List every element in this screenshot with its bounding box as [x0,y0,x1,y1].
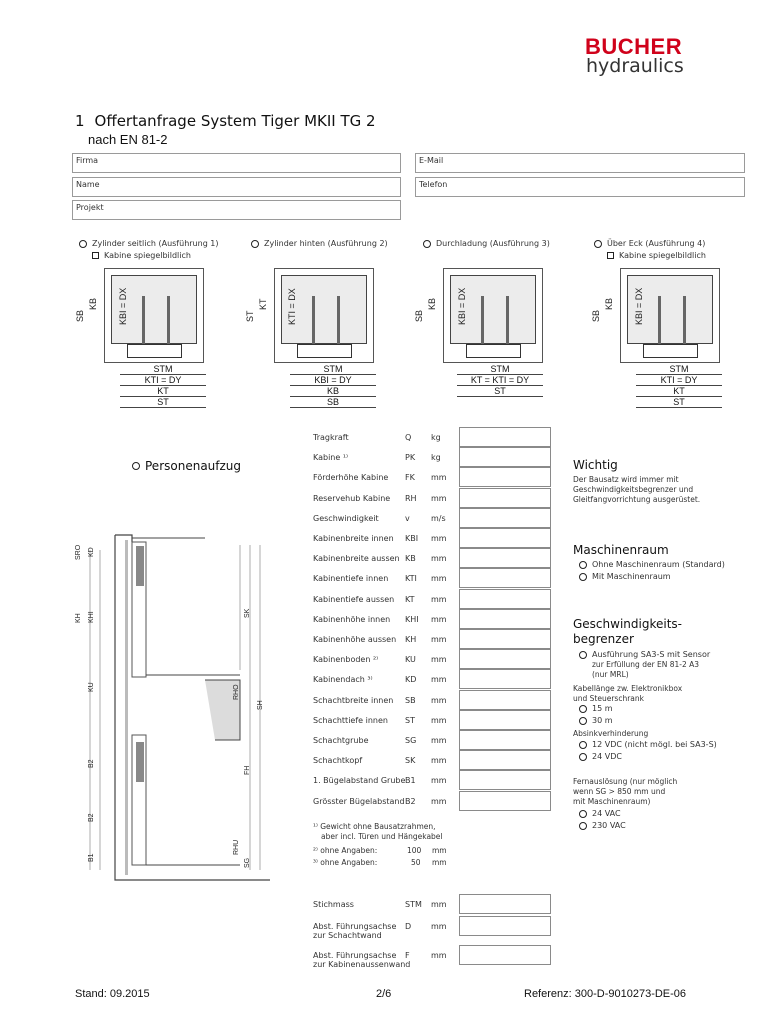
param-unit: mm [431,695,447,705]
sa3s-text-2: zur Erfüllung der EN 81-2 A3 [592,660,700,669]
param-symbol: KT [405,594,415,604]
fern-text-1: Fernauslösung (nur möglich [573,777,678,786]
diagram-2-kt: KT [258,298,268,310]
12vdc-option[interactable]: 12 VDC (nicht mögl. bei SA3-S) [579,740,717,749]
radio-icon [579,561,587,569]
param-input[interactable] [459,669,551,689]
param-input[interactable] [459,750,551,770]
param-unit: kg [431,453,441,463]
brand-sub: hydraulics [586,55,684,77]
telefon-field[interactable]: Telefon [415,177,745,197]
param-input[interactable] [459,488,551,508]
footnote-2-unit: mm [432,846,447,855]
24vdc-option[interactable]: 24 VDC [579,752,622,761]
param-label: Grösster Bügelabstand [313,796,405,806]
footnote-3: ³⁾ ohne Angaben: [313,858,378,867]
param-unit: mm [431,534,447,543]
personenaufzug-option[interactable]: Personenaufzug [132,459,241,473]
param-input[interactable] [459,710,551,730]
param-label: Kabinenbreite innen [313,534,394,543]
radio-icon [79,240,87,248]
diagram-1-dims: STM KTI = DY KT ST [120,364,206,408]
param-input[interactable] [459,690,551,710]
param-input[interactable] [459,609,551,629]
shaft-label-fh: FH [244,765,251,775]
param-input[interactable] [459,589,551,609]
param-unit: mm [431,715,447,725]
param-unit: mm [431,756,447,766]
footnote-3-unit: mm [432,858,447,867]
variant-4-option[interactable]: Über Eck (Ausführung 4) [594,239,705,248]
param-unit: mm [431,776,447,786]
variant-4-mirror-option[interactable]: Kabine spiegelbildlich [607,251,706,260]
sa3s-option[interactable]: Ausführung SA3-S mit Sensor [579,650,710,659]
maschinenraum-title: Maschinenraum [573,543,669,557]
param-symbol: B1 [405,776,416,786]
param-unit: mm [431,736,447,745]
radio-icon [579,810,587,818]
param-label: Schachtgrube [313,736,369,745]
diagram-3-sb: SB [414,309,424,322]
name-field[interactable]: Name [72,177,401,197]
param-unit: mm [431,675,447,685]
shaft-label-b2a: B2 [88,759,95,768]
param-input[interactable] [459,791,551,811]
24vac-option[interactable]: 24 VAC [579,809,621,818]
param-unit: m/s [431,513,446,523]
begrenzer-title-1: Geschwindigkeits- [573,617,682,631]
param-input[interactable] [459,730,551,750]
page-title: 1 Offertanfrage System Tiger MKII TG 2 [75,112,376,130]
param-label: 1. Bügelabstand Grube [313,776,406,786]
diagram-2-st: ST [245,310,255,322]
radio-icon [251,240,259,248]
param-symbol: KB [405,554,416,564]
radio-icon [594,240,602,248]
footer-page: 2/6 [376,988,392,1000]
param-unit: mm [431,493,447,503]
param-unit: mm [431,574,447,584]
diagram-1-kb: KB [88,297,98,310]
param-unit: mm [431,473,447,483]
shaft-section-drawing [70,530,270,890]
param-label: Reservehub Kabine [313,493,391,503]
radio-icon [579,573,587,581]
param-symbol: SK [405,756,416,766]
param-label: Kabinentiefe aussen [313,594,395,604]
radio-icon [579,741,587,749]
radio-icon [579,651,587,659]
diagram-4-kb: KB [604,297,614,310]
param-label: Kabinenboden ²⁾ [313,655,379,665]
param-symbol: KTI [405,574,417,584]
fern-text-2: wenn SG > 850 mm und [573,787,666,796]
param-symbol: SB [405,695,416,705]
sa3s-text-3: (nur MRL) [592,670,629,679]
variant-2-option[interactable]: Zylinder hinten (Ausführung 2) [251,239,388,248]
projekt-field[interactable]: Projekt [72,200,401,220]
footnote-3-value: 50 [411,858,421,867]
radio-icon [579,822,587,830]
shaft-label-rhu: RHU [233,839,240,855]
param-label: Kabinenhöhe innen [313,614,391,624]
absink-text: Absinkverhinderung [573,729,649,738]
param-label: Kabinenbreite aussen [313,554,400,564]
variant-1-mirror-option[interactable]: Kabine spiegelbildlich [92,251,191,260]
kabel-15m-option[interactable]: 15 m [579,704,613,713]
param-unit: mm [431,796,447,806]
param-label: Schachttiefe innen [313,715,388,725]
shaft-label-sh: SH [257,700,264,710]
param-input[interactable] [459,528,551,548]
param-input[interactable] [459,467,551,487]
abst-d-input[interactable] [459,916,551,936]
param-input[interactable] [459,770,551,790]
param-symbol: v [405,513,410,523]
diagram-4-kbi: KBI = DX [634,287,644,325]
230vac-option[interactable]: 230 VAC [579,821,626,830]
footer-ref: Referenz: 300-D-9010273-DE-06 [524,988,687,1000]
param-symbol: FK [405,473,415,483]
param-input[interactable] [459,649,551,669]
shaft-label-rho: RHO [233,684,240,700]
footnote-2: ²⁾ ohne Angaben: [313,846,378,855]
param-input[interactable] [459,508,551,528]
kabel-text-2: und Steuerschrank [573,694,644,703]
shaft-label-sro: SRO [75,544,82,560]
variant-3-option[interactable]: Durchladung (Ausführung 3) [423,239,550,248]
wichtig-text-2: Geschwindigkeitsbegrenzer und [573,485,694,494]
begrenzer-title-2: begrenzer [573,632,634,646]
param-symbol: Q [405,433,412,442]
shaft-label-kh: KH [75,613,82,623]
param-label: Tragkraft [313,433,349,442]
kabel-30m-option[interactable]: 30 m [579,716,613,725]
shaft-label-sk: SK [244,608,251,618]
footnote-1b: aber incl. Türen und Hängekabel [321,832,443,841]
footnote-2-value: 100 [407,846,422,855]
stichmass-input[interactable] [459,894,551,914]
email-field[interactable]: E-Mail [415,153,745,173]
param-label: Kabinendach ³⁾ [313,675,373,685]
param-input[interactable] [459,427,551,447]
kabel-text-1: Kabellänge zw. Elektronikbox [573,684,683,693]
diagram-2-kti: KTI = DX [287,288,297,325]
param-label: Kabine ¹⁾ [313,453,349,463]
brand-logo: BUCHER [585,34,683,59]
fern-text-3: mit Maschinenraum) [573,797,651,806]
param-symbol: KBI [405,534,419,543]
param-unit: mm [431,554,447,564]
mit-maschinenraum-option[interactable]: Mit Maschinenraum [579,572,671,581]
page-subtitle: nach EN 81-2 [88,132,168,147]
radio-icon [579,753,587,761]
param-symbol: PK [405,453,416,463]
footnote-1: ¹⁾ Gewicht ohne Bausatzrahmen, [313,822,436,831]
param-unit: mm [431,655,447,665]
shaft-label-kd: KD [88,547,95,557]
param-input[interactable] [459,548,551,568]
param-input[interactable] [459,568,551,588]
diagram-4-sb: SB [591,309,601,322]
abst-f-input[interactable] [459,945,551,965]
param-unit: kg [431,433,441,442]
diagram-2-dims: STM KBI = DY KB SB [290,364,376,408]
diagram-1-sb: SB [75,309,85,322]
ohne-maschinenraum-option[interactable]: Ohne Maschinenraum (Standard) [579,560,725,569]
wichtig-title: Wichtig [573,458,618,472]
param-input[interactable] [459,629,551,649]
variant-1-option[interactable]: Zylinder seitlich (Ausführung 1) [79,239,219,248]
param-symbol: SG [405,736,417,745]
param-label: Kabinenhöhe aussen [313,635,397,644]
checkbox-icon [607,252,614,259]
radio-icon [423,240,431,248]
param-symbol: KHI [405,614,419,624]
radio-icon [579,705,587,713]
shaft-label-ku: KU [88,682,95,692]
shaft-label-khi: KHI [88,611,95,623]
param-unit: mm [431,635,447,644]
param-input[interactable] [459,447,551,467]
diagram-3-kbi: KBI = DX [457,287,467,325]
wichtig-text-3: Gleitfangvorrichtung ausgerüstet. [573,495,701,504]
param-symbol: KU [405,655,416,665]
shaft-label-b1: B1 [88,853,95,862]
diagram-3-dims: STM KT = KTI = DY ST [457,364,543,397]
param-symbol: B2 [405,796,416,806]
param-unit: mm [431,614,447,624]
footer-stand: Stand: 09.2015 [75,988,150,1000]
param-label: Schachtkopf [313,756,363,766]
param-unit: mm [431,594,447,604]
diagram-3-kb: KB [427,297,437,310]
param-symbol: ST [405,715,415,725]
diagram-1-kbi: KBI = DX [118,287,128,325]
firma-field[interactable]: Firma [72,153,401,173]
param-label: Förderhöhe Kabine [313,473,389,483]
wichtig-text-1: Der Bausatz wird immer mit [573,475,679,484]
param-label: Kabinentiefe innen [313,574,389,584]
param-label: Geschwindigkeit [313,513,379,523]
diagram-4-dims: STM KTI = DY KT ST [636,364,722,408]
shaft-label-sg: SG [244,857,251,868]
radio-icon [132,462,140,470]
shaft-label-b2b: B2 [88,813,95,822]
radio-icon [579,717,587,725]
param-label: Schachtbreite innen [313,695,394,705]
param-symbol: KD [405,675,417,685]
param-symbol: KH [405,635,417,644]
param-symbol: RH [405,493,417,503]
checkbox-icon [92,252,99,259]
